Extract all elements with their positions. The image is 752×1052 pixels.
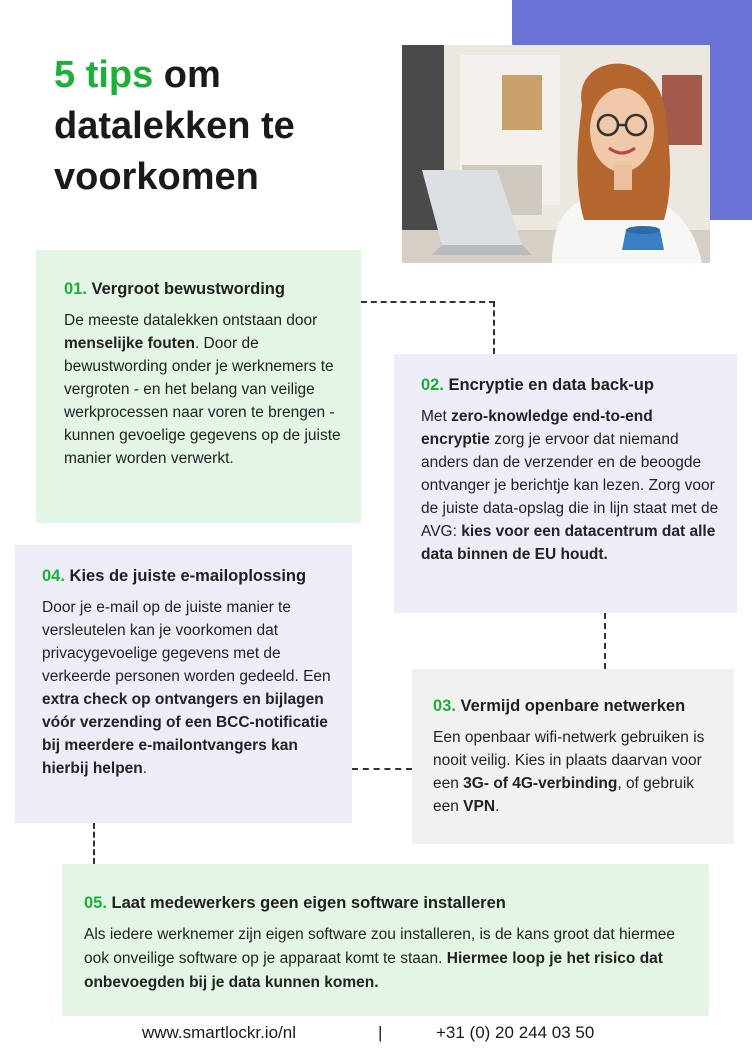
tip-title: Vergroot bewustwording <box>91 280 285 298</box>
tip-heading <box>433 697 724 716</box>
tip-emphasis: Hiermee loop je het risico dat onbevoegden bij je data kunnen komen. <box>84 950 663 991</box>
tip-card-03 <box>412 669 734 844</box>
woman-with-laptop-photo <box>402 45 710 263</box>
tip-title: Laat medewerkers geen eigen software installeren <box>111 894 506 912</box>
tip-text: Een openbaar wifi-netwerk gebruiken is nooit veilig. Kies in plaats daarvan voor een <box>433 729 705 792</box>
tip-heading <box>64 280 341 299</box>
tip-card-02 <box>394 354 737 613</box>
connector-line <box>352 768 412 770</box>
title-rest: om datalekken te voorkomen <box>54 54 295 198</box>
tip-body <box>421 405 721 566</box>
tip-emphasis: zero-knowledge end-to-end encryptie <box>421 408 653 448</box>
tip-text: zorg je ervoor dat niemand anders dan de verzender en de beoogde ontvanger je berichtje kan lezen. Zorg voor de juiste data-opslag die in lijn staat met de AVG: <box>421 431 719 540</box>
tip-heading <box>84 894 691 913</box>
tip-card-04 <box>15 545 352 823</box>
footer-separator: | <box>378 1023 383 1042</box>
tip-text: . Door de bewustwording onder je werknemers te vergroten - en het belang van veilige werkprocessen naar voren te brengen - kunnen gevoelige gegevens op de juiste manier worden verwerkt. <box>64 335 341 467</box>
tip-emphasis: VPN <box>463 798 496 815</box>
tip-emphasis: 3G- of 4G-verbinding <box>463 775 618 792</box>
tip-number: 05. <box>84 894 107 912</box>
title-highlight: 5 tips <box>54 54 154 96</box>
connector-line <box>493 301 495 354</box>
tip-title: Kies de juiste e-mailoplossing <box>69 567 307 585</box>
tip-body <box>64 309 341 470</box>
tip-text: , of gebruik een <box>433 775 695 815</box>
tip-body <box>42 596 340 780</box>
tip-text: Door je e-mail op de juiste manier te versleutelen kan je voorkomen dat privacygevoelige gegevens met de verkeerde personen worden gedeeld. Een <box>42 599 331 685</box>
tip-emphasis: menselijke fouten <box>64 335 195 352</box>
tip-emphasis: extra check op ontvangers en bijlagen vóór verzending of een BCC-notificatie bij meerdere e-mailontvangers kan hierbij helpen <box>42 691 328 777</box>
tip-heading <box>421 376 721 395</box>
tip-title: Vermijd openbare netwerken <box>460 697 686 715</box>
tip-card-05 <box>62 864 709 1016</box>
connector-line <box>93 823 95 864</box>
tip-body <box>433 726 724 818</box>
tip-number: 02. <box>421 376 444 394</box>
tip-number: 01. <box>64 280 87 298</box>
tip-text: . <box>142 760 148 777</box>
tip-text: Met <box>421 408 452 425</box>
tip-text: Als iedere werknemer zijn eigen software zou installeren, is de kans groot dat hiermee ook onveilige software op je apparaat komt te staan. <box>84 926 676 967</box>
tip-body <box>84 923 691 995</box>
tip-title: Encryptie en data back-up <box>448 376 654 394</box>
tip-text: . <box>495 798 500 815</box>
page-title <box>54 50 374 203</box>
footer-phone[interactable]: +31 (0) 20 244 03 50 <box>436 1023 595 1042</box>
footer <box>0 1023 752 1047</box>
tip-heading <box>42 567 340 586</box>
tip-number: 03. <box>433 697 456 715</box>
footer-website-link[interactable]: www.smartlockr.io/nl <box>142 1023 296 1042</box>
connector-line <box>604 613 606 669</box>
tip-emphasis: kies voor een datacentrum dat alle data binnen de EU houdt. <box>421 523 716 563</box>
connector-line <box>361 301 495 303</box>
tip-text: De meeste datalekken ontstaan door <box>64 312 318 329</box>
tip-card-01 <box>36 250 361 523</box>
tip-number: 04. <box>42 567 65 585</box>
